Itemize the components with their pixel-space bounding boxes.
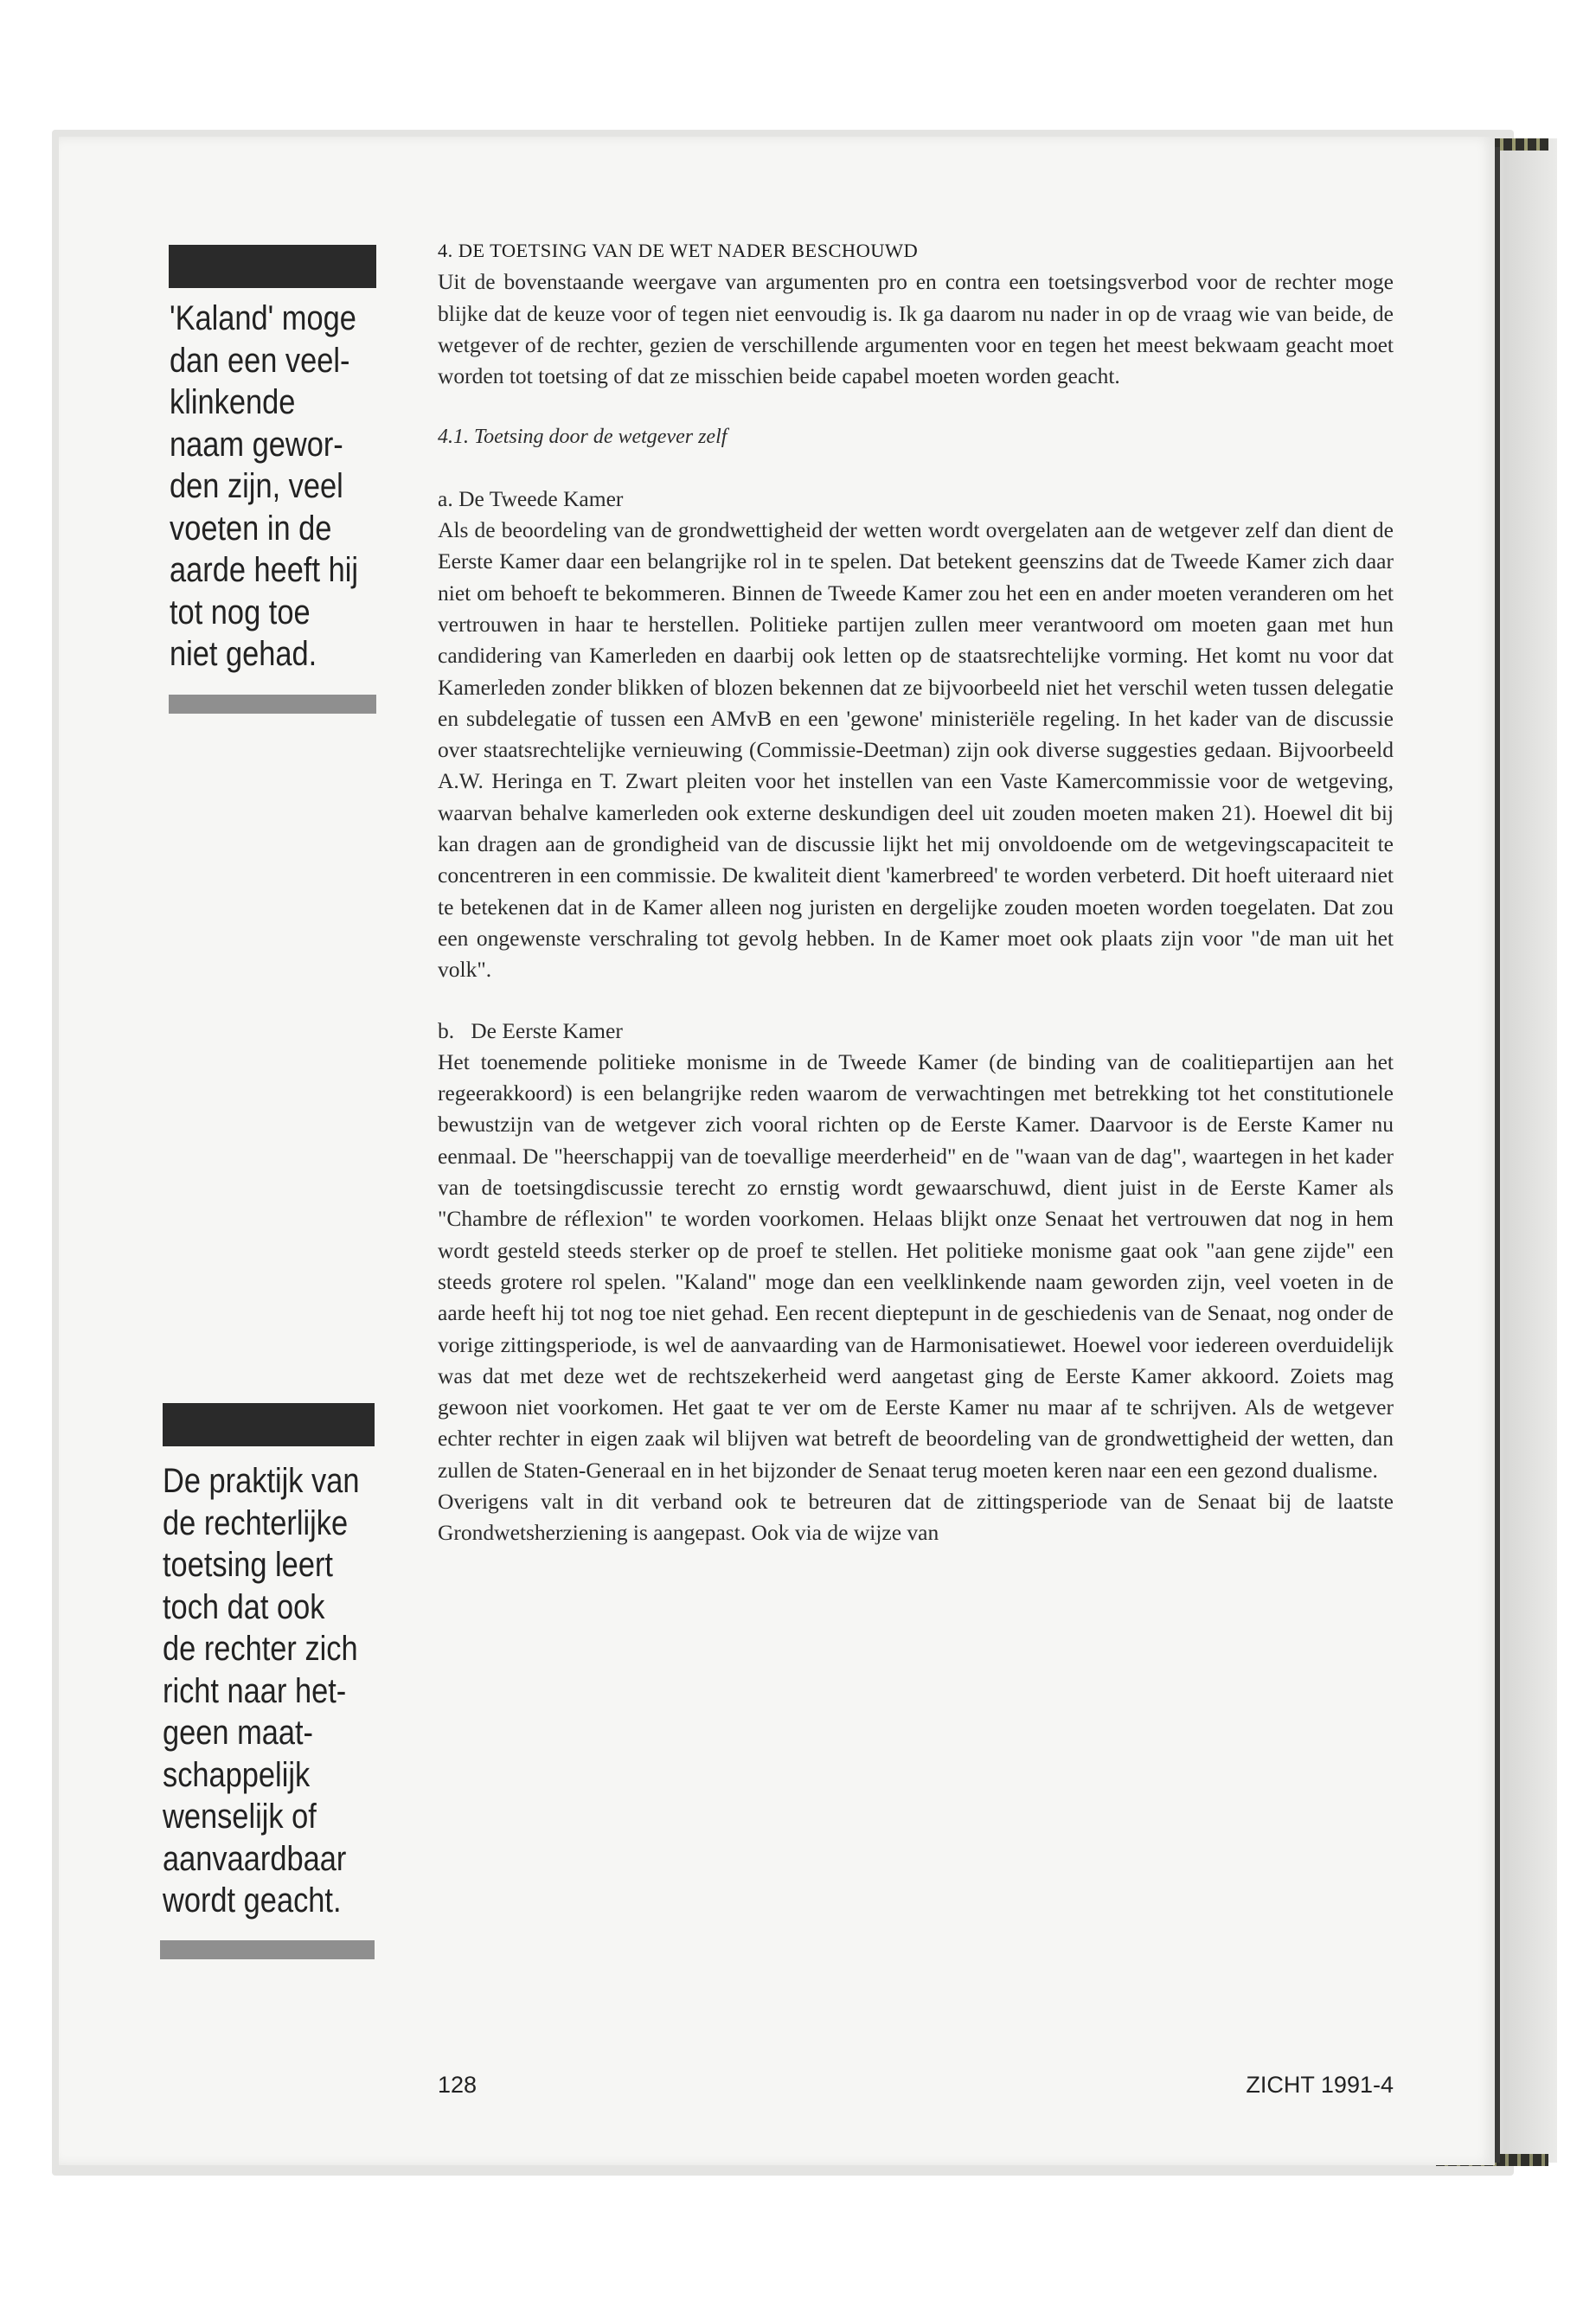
article-body bbox=[438, 235, 1394, 1549]
closing-paragraph: Overigens valt in dit verband ook te betreuren dat de zittingsperiode van de Senaat bij de laatste Grondwetsherziening is aangepast. Ook via de wijze van bbox=[438, 1488, 1394, 1546]
pullquote-line: wordt geacht. bbox=[163, 1881, 342, 1920]
pullquote-line: dan een veel- bbox=[170, 341, 350, 380]
part-b-paragraph: Het toenemende politieke monisme in de Tweede Kamer (de binding van de coalitiepartijen aan het regeerakkoord) is een belangrijke reden waarom de verwachtingen met betrekking tot het constitutionele bewustzijn van de wetgever zich vooral richten op de Eerste Kamer. Daarvoor is de Eerste Kamer nu eenmaal. De "heerschappij van de toevallige meerderheid" en de "waan van de dag", waartegen in het kader van de toetsingdiscussie terecht zo ernstig wordt gewaarschuwd, dient juist in de Eerste Kamer als "Chambre de réflexion" te worden voorkomen. Helaas blijkt onze Senaat het vertrouwen dat nog in hem wordt gesteld steeds sterker op de proef te stellen. Het politieke monisme gaat ook "aan gene zijde" een steeds grotere rol spelen. "Kaland" moge dan een veelklinkende naam geworden zijn, veel voeten in de aarde heeft hij tot nog toe niet gehad. Een recent dieptepunt in de geschiedenis van de Senaat, nog onder de vorige zittingsperiode, is wel de aanvaarding van de Harmonisatiewet. Hoewel voor iedereen overduidelijk was dat met deze wet de rechtszekerheid werd aangetast ging de Eerste Kamer akkoord. Zoiets mag gewoon niet voorkomen. Het gaat te ver om de Eerste Kamer nu maar af te schrijven. Als de wetgever echter rechter in eigen zaak wil blijven wat betreft de beoordeling van de grondwettigheid der wetten, dan zullen de Staten-Generaal en in het bijzonder de Senaat terug moeten keren naar een een gezond dualisme. bbox=[438, 1048, 1394, 1483]
part-a-paragraph: Als de beoordeling van de grondwettigheid der wetten wordt overgelaten aan de wetgever zelf dan dient de Eerste Kamer daar een belangrijke rol in te spelen. Dat betekent geenszins dat de Tweede Kamer zich daar niet om behoeft te bekommeren. Binnen de Tweede Kamer zou het een en ander moeten veranderen om het vertrouwen in haar te herstellen. Politieke partijen zullen meer verantwoord om moeten gaan met hun candidering van Kamerleden en daarbij ook letten op de staatsrechtelijke vorming. Het komt nu voor dat Kamerleden zonder blikken of blozen bekennen dat ze bijvoorbeeld niet het verschil weten tussen delegatie en subdelegatie of tussen een AMvB en een 'gewone' ministeriële regeling. In het kader van de discussie over staatsrechtelijke vernieuwing (Commissie-Deetman) zijn ook diverse suggesties gedaan. Bijvoorbeeld A.W. Heringa en T. Zwart pleiten voor het instellen van een Vaste Kamercommissie voor de wetgeving, waarvan behalve kamerleden ook externe deskundigen deel uit zouden moeten maken 21). Hoewel dit bij kan dragen aan de grondigheid van de discussie lijkt het mij onvoldoende om de wetgevingscapaciteit te concentreren in een commissie. De kwaliteit dient 'kamerbreed' te worden verbeterd. Dit hoeft uiteraard niet te betekenen dat in de Kamer alleen nog juristen en dergelijke zouden moeten worden toegelaten. Dat zou een ongewenste verschraling tot gevolg hebben. In de Kamer moet ook plaats zijn voor "de man uit het volk". bbox=[438, 517, 1394, 983]
pullquote-kaland bbox=[170, 298, 359, 676]
pullquote-praktijk bbox=[163, 1460, 360, 1922]
pullquote-line: toetsing leert bbox=[163, 1546, 333, 1584]
pullquote-line: voeten in de bbox=[170, 509, 332, 548]
pullquote-line: richt naar het- bbox=[163, 1671, 347, 1710]
pullquote-line: toch dat ook bbox=[163, 1587, 325, 1626]
pullquote-line: klinkende bbox=[170, 383, 296, 421]
pullquote-line: 'Kaland' moge bbox=[170, 299, 356, 337]
pullquote-line: naam gewor- bbox=[170, 425, 343, 464]
binding-line bbox=[1495, 147, 1500, 2163]
pullquote-line: niet gehad. bbox=[170, 635, 317, 673]
pullquote-line: wenselijk of bbox=[163, 1798, 317, 1836]
pullquote-line: de rechter zich bbox=[163, 1630, 358, 1668]
page-number: 128 bbox=[438, 2072, 478, 2098]
pullquote-line: de rechterlijke bbox=[163, 1503, 349, 1542]
pullquote-line: geen maat- bbox=[163, 1714, 314, 1752]
pullquote-top-bar bbox=[169, 245, 376, 288]
pullquote-top-bar bbox=[163, 1403, 375, 1446]
pullquote-line: den zijn, veel bbox=[170, 467, 343, 505]
magazine-issue: ZICHT 1991-4 bbox=[1246, 2072, 1394, 2098]
section-heading: 4. DE TOETSING VAN DE WET NADER BESCHOUWD bbox=[438, 240, 919, 261]
pullquote-line: tot nog toe bbox=[170, 593, 311, 631]
pullquote-line: aanvaardbaar bbox=[163, 1839, 347, 1878]
pullquote-line: De praktijk van bbox=[163, 1462, 360, 1500]
intro-paragraph: Uit de bovenstaande weergave van argumenten pro en contra een toetsingsverbod voor de rechter moge blijke dat de keuze voor of tegen niet eenvoudig is. Ik ga daarom nu nader in op de vraag wie van beide, de wetgever of de rechter, gezien de verschillende argumenten voor en tegen het meest bekwaam geacht moet worden tot toetsing of dat ze misschien beide capabel moeten worden geacht. bbox=[438, 269, 1394, 389]
pullquote-line: schappelijk bbox=[163, 1755, 311, 1794]
pullquote-bottom-bar bbox=[160, 1940, 375, 1959]
pullquote-bottom-bar bbox=[169, 695, 376, 714]
subsection-heading: 4.1. Toetsing door de wetgever zelf bbox=[438, 426, 727, 449]
pullquote-line: aarde heeft hij bbox=[170, 551, 359, 589]
part-b-title: b. De Eerste Kamer bbox=[438, 1017, 623, 1043]
part-a-title: a. De Tweede Kamer bbox=[438, 485, 624, 511]
